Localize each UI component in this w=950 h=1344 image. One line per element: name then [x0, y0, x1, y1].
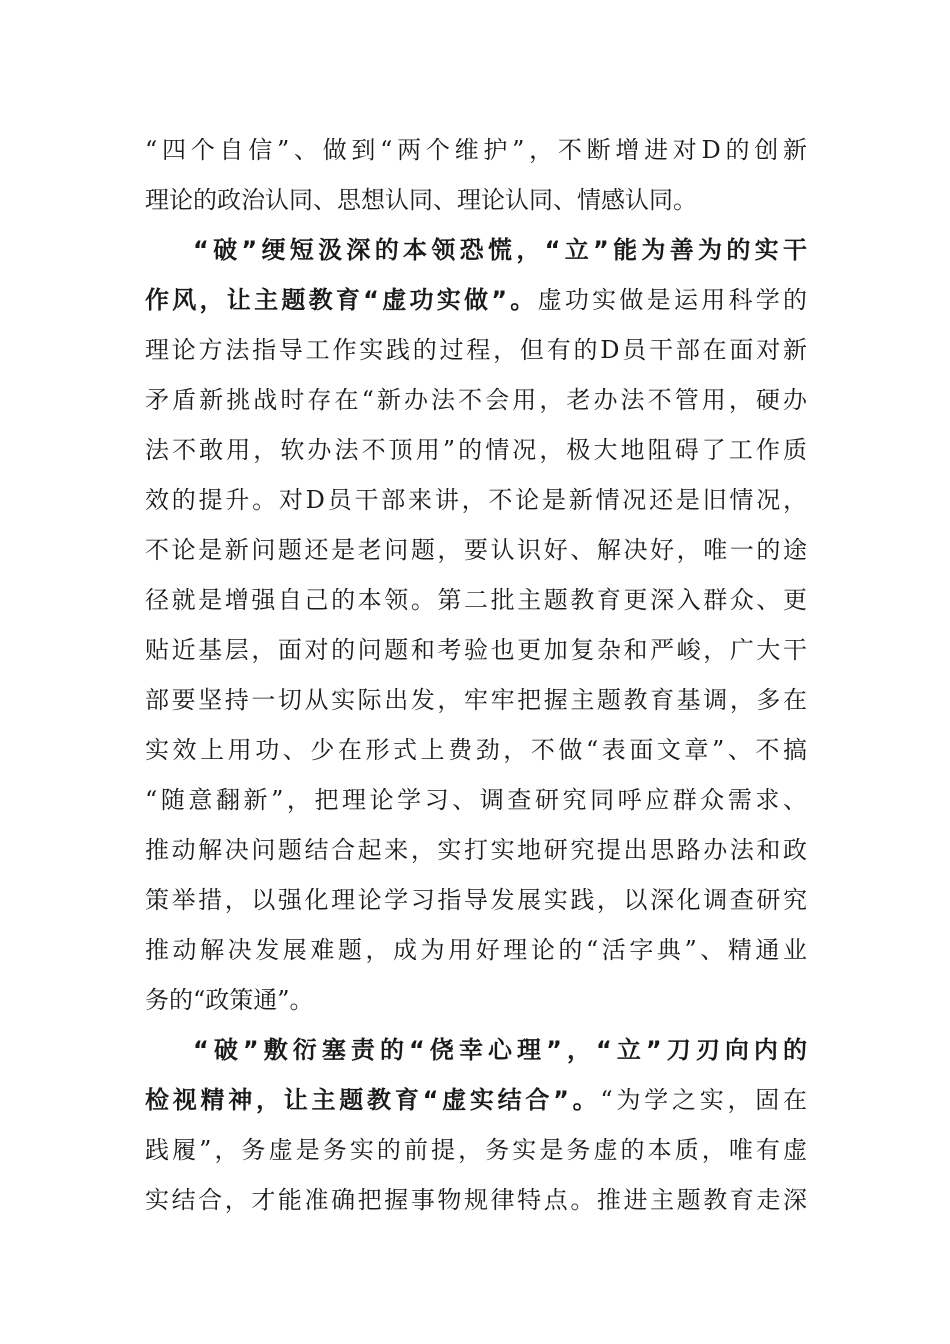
text-line: [145, 325, 807, 375]
body-text: 实结合，才能准确把握事物规律特点。推进主题教育走深: [145, 1186, 807, 1214]
text-line: [145, 1125, 807, 1175]
text-line: [145, 875, 807, 925]
body-text: “随意翻新”，把理论学习、调查研究同呼应群众需求、: [145, 786, 807, 814]
body-text: 推动解决发展难题，成为用好理论的“活字典”、精通业: [145, 936, 807, 964]
body-text: 理论方法指导工作实践的过程，但有的D员干部在面对新: [145, 336, 807, 364]
heading-sentence: “破”敷衍塞责的“侥幸心理”，“立”刀刃向内的: [193, 1036, 807, 1064]
heading-sentence: 检视精神，让主题教育“虚实结合”。: [145, 1086, 601, 1114]
paragraph-first-line: [145, 1025, 807, 1075]
body-text: “四个自信”、做到“两个维护”，不断增进对D的创新: [145, 136, 807, 164]
body-text: 径就是增强自己的本领。第二批主题教育更深入群众、更: [145, 586, 807, 614]
text-line: [145, 675, 807, 725]
text-line: [145, 525, 807, 575]
text-line: [145, 475, 807, 525]
body-text: 部要坚持一切从实际出发，牢牢把握主题教育基调，多在: [145, 686, 807, 714]
text-line: [145, 575, 807, 625]
text-line: [145, 1075, 807, 1125]
body-text: 效的提升。对D员干部来讲，不论是新情况还是旧情况，: [145, 486, 807, 514]
text-line: [145, 975, 807, 1025]
body-text: 虚功实做是运用科学的: [537, 286, 808, 314]
body-text: 策举措，以强化理论学习指导发展实践，以深化调查研究: [145, 886, 807, 914]
body-text: 矛盾新挑战时存在“新办法不会用，老办法不管用，硬办: [145, 386, 807, 414]
body-text: 实效上用功、少在形式上费劲，不做“表面文章”、不搞: [145, 736, 807, 764]
heading-sentence: 作风，让主题教育“虚功实做”。: [145, 286, 538, 314]
heading-sentence: “破”绠短汲深的本领恐慌，“立”能为善为的实干: [193, 236, 807, 264]
text-line: [145, 425, 807, 475]
text-line: [145, 925, 807, 975]
body-text: 推动解决问题结合起来，实打实地研究提出思路办法和政: [145, 836, 807, 864]
body-text: 理论的政治认同、思想认同、理论认同、情感认同。: [145, 186, 697, 214]
body-text: “为学之实，固在: [600, 1086, 807, 1114]
text-line: [145, 775, 807, 825]
text-line: [145, 275, 807, 325]
paragraph-first-line: [145, 225, 807, 275]
body-text: 践履”，务虚是务实的前提，务实是务虚的本质，唯有虚: [145, 1136, 807, 1164]
body-text: 务的“政策通”。: [145, 986, 314, 1014]
text-line: [145, 1175, 807, 1225]
body-text: 法不敢用，软办法不顶用”的情况，极大地阻碍了工作质: [145, 436, 807, 464]
text-line: [145, 725, 807, 775]
body-text: 贴近基层，面对的问题和考验也更加复杂和严峻，广大干: [145, 636, 807, 664]
text-line: [145, 125, 807, 175]
text-line: [145, 625, 807, 675]
text-line: [145, 375, 807, 425]
body-text: 不论是新问题还是老问题，要认识好、解决好，唯一的途: [145, 536, 807, 564]
text-line: [145, 175, 807, 225]
text-line: [145, 825, 807, 875]
document-body: [145, 125, 807, 1225]
